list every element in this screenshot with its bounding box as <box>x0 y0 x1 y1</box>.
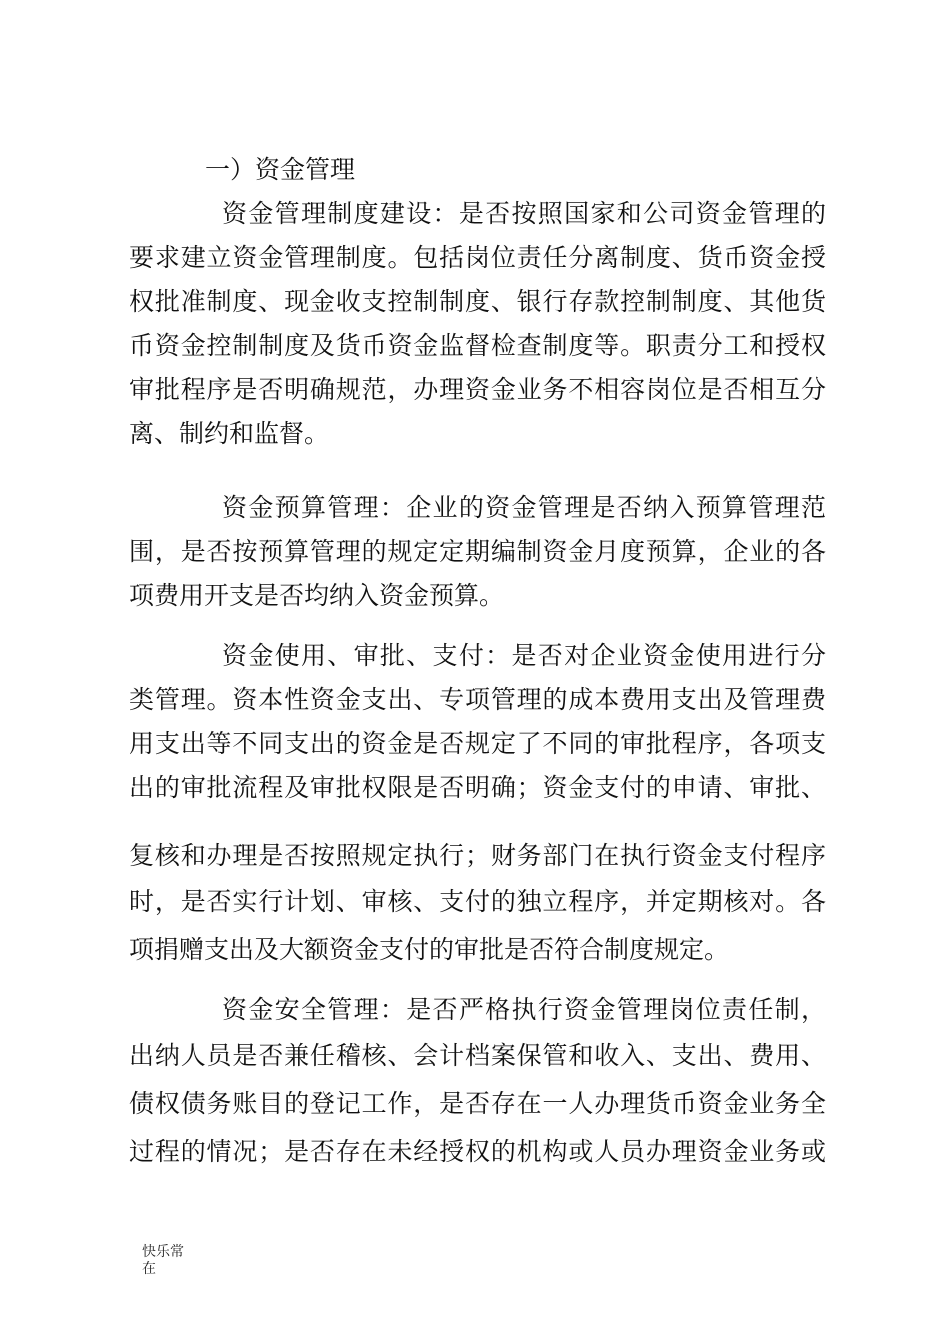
paragraph-line: 币资金控制制度及货币资金监督检查制度等。职责分工和授权 <box>129 331 826 360</box>
paragraph-line: 项费用开支是否均纳入资金预算。 <box>129 581 505 610</box>
paragraph-line: 资金管理制度建设：是否按照国家和公司资金管理的 <box>222 199 826 228</box>
paragraph-line: 资金使用、审批、支付：是否对企业资金使用进行分 <box>222 641 826 670</box>
paragraph-line: 出纳人员是否兼任稽核、会计档案保管和收入、支出、费用、 <box>129 1041 826 1070</box>
footer-line: 快乐常 <box>142 1244 184 1260</box>
paragraph-line: 用支出等不同支出的资金是否规定了不同的审批程序，各项支 <box>129 729 826 758</box>
page-footer <box>142 1244 184 1278</box>
paragraph-line: 要求建立资金管理制度。包括岗位责任分离制度、货币资金授 <box>129 243 826 272</box>
paragraph-line: 类管理。资本性资金支出、专项管理的成本费用支出及管理费 <box>129 685 826 714</box>
paragraph-line: 出的审批流程及审批权限是否明确；资金支付的申请、审批、 <box>129 773 826 802</box>
paragraph-line: 时，是否实行计划、审核、支付的独立程序，并定期核对。各 <box>129 887 826 916</box>
footer-line: 在 <box>142 1261 156 1277</box>
paragraph-line: 权批准制度、现金收支控制制度、银行存款控制制度、其他货 <box>129 287 826 316</box>
paragraph-line: 过程的情况；是否存在未经授权的机构或人员办理资金业务或 <box>129 1137 826 1166</box>
paragraph-line: 离、制约和监督。 <box>129 419 330 448</box>
paragraph-line: 项捐赠支出及大额资金支付的审批是否符合制度规定。 <box>129 935 730 964</box>
paragraph-line: 债权债务账目的登记工作，是否存在一人办理货币资金业务全 <box>129 1089 826 1118</box>
paragraph-line: 复核和办理是否按照规定执行；财务部门在执行资金支付程序 <box>129 841 826 870</box>
paragraph-line: 资金安全管理：是否严格执行资金管理岗位责任制， <box>222 995 826 1024</box>
paragraph-line: 围，是否按预算管理的规定定期编制资金月度预算，企业的各 <box>129 537 826 566</box>
paragraph-line: 资金预算管理：企业的资金管理是否纳入预算管理范 <box>222 493 826 522</box>
paragraph-line: 审批程序是否明确规范，办理资金业务不相容岗位是否相互分 <box>129 375 826 404</box>
section-heading: 一）资金管理 <box>205 155 356 184</box>
